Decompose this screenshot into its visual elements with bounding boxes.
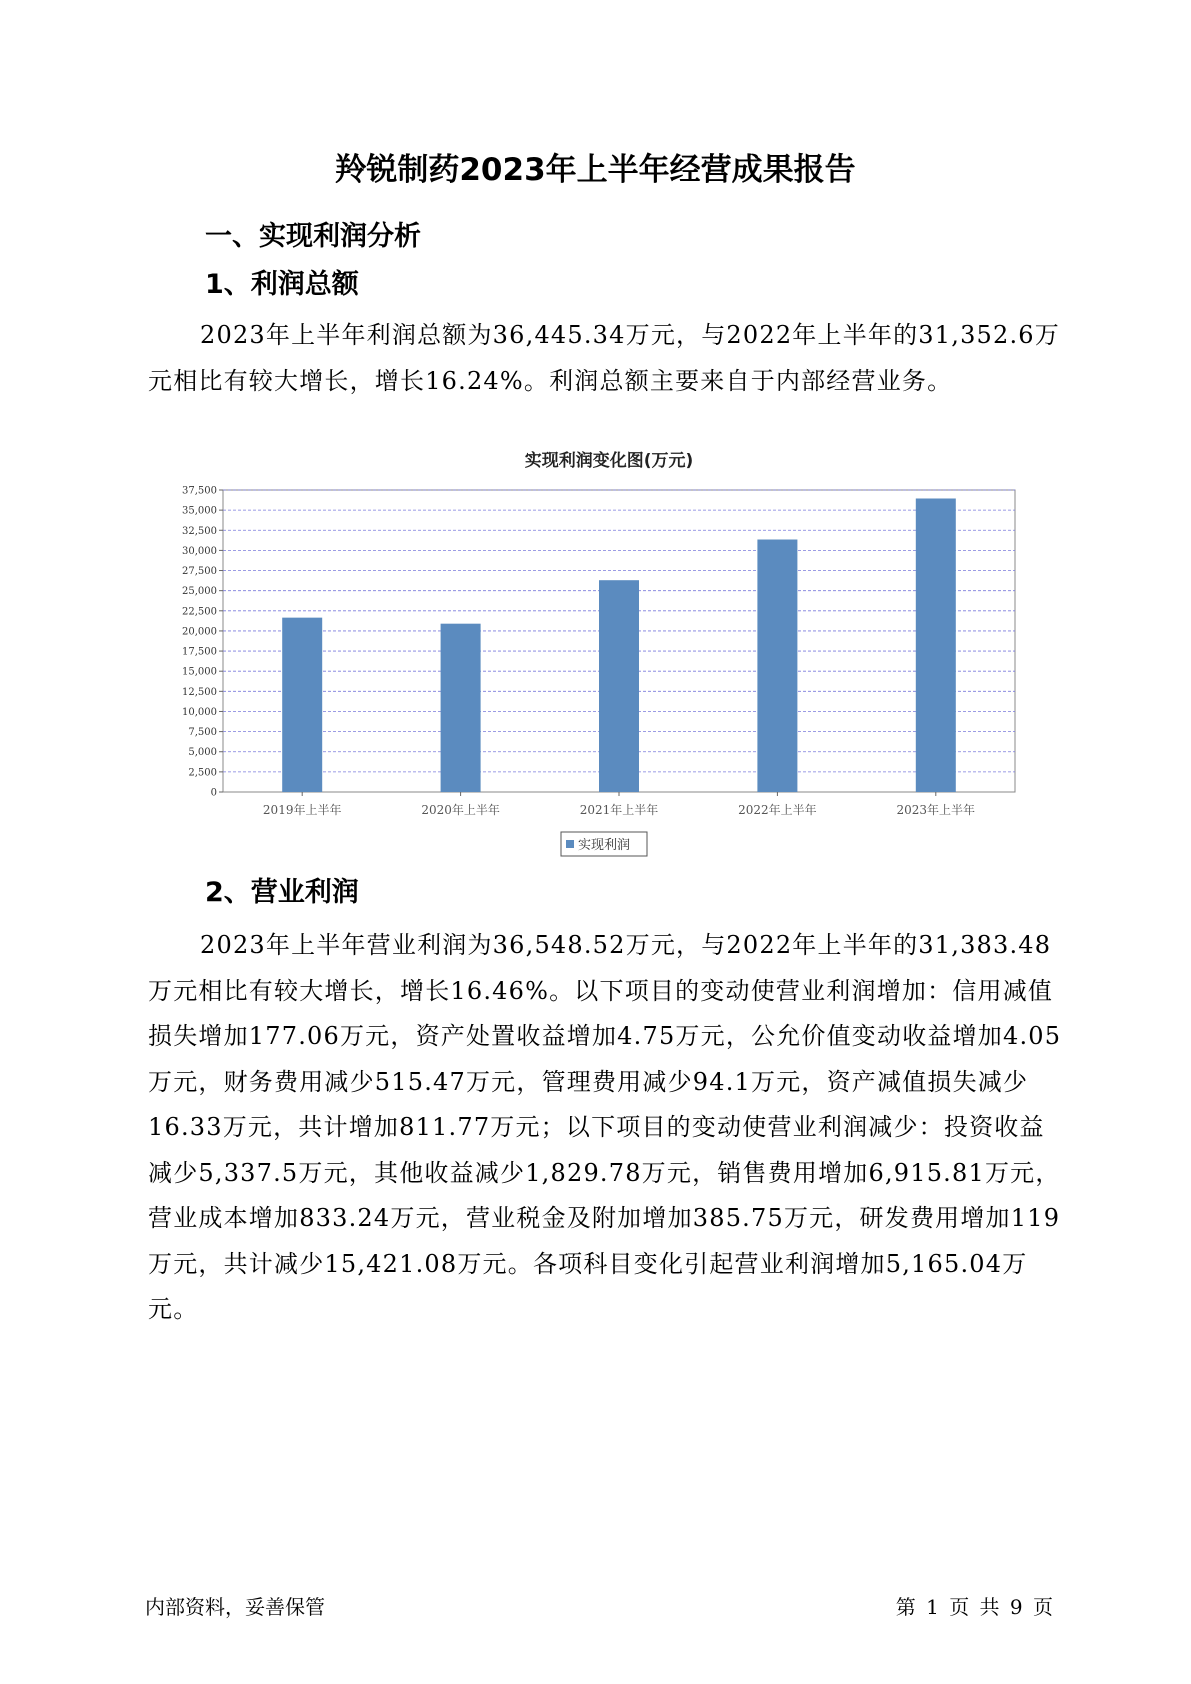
- profit-chart-svg: [150, 448, 1030, 908]
- bar-3: [599, 580, 639, 792]
- x-tick-label: 2023年上半年: [896, 803, 976, 817]
- y-tick-label: 22,500: [182, 606, 217, 618]
- bar-1: [282, 618, 322, 792]
- x-tick-label: 2019年上半年: [262, 803, 342, 817]
- y-tick-label: 37,500: [182, 485, 217, 497]
- profit-chart: [150, 448, 1030, 908]
- y-tick-label: 17,500: [182, 646, 217, 658]
- bar-4: [757, 540, 797, 792]
- y-tick-label: 7,500: [188, 727, 217, 739]
- x-tick-label: 2021年上半年: [579, 803, 659, 817]
- y-tick-label: 15,000: [182, 666, 217, 678]
- footer-confidential-note: 内部资料，妥善保管: [145, 1595, 325, 1619]
- footer-page-number: 第 1 页 共 9 页: [895, 1595, 1053, 1619]
- y-tick-label: 20,000: [182, 626, 217, 638]
- bar-2: [441, 624, 481, 792]
- legend-label: 实现利润: [578, 838, 631, 853]
- y-tick-label: 25,000: [182, 586, 217, 598]
- legend-swatch: [566, 840, 574, 848]
- y-tick-label: 5,000: [188, 747, 217, 759]
- paragraph-operating-profit: 2023年上半年营业利润为36,548.52万元，与2022年上半年的31,383.48万元相比有较大增长，增长16.46%。以下项目的变动使营业利润增加：信用减值损失增加177.06万元，资产处置收益增加4.75万元，公允价值变动收益增加4.05万元，财务费用减少515.47万元，管理费用减少94.1万元，资产减值损失减少16.33万元，共计增加811.77万元；以下项目的变动使营业利润减少：投资收益减少5,337.5万元，其他收益减少1,829.78万元，销售费用增加6,915.81万元，营业成本增加833.24万元，营业税金及附加增加385.75万元，研发费用增加119万元，共计减少15,421.08万元。各项科目变化引起营业利润增加5,165.04万元。: [148, 931, 1062, 1323]
- chart-title: 实现利润变化图(万元): [524, 451, 694, 471]
- x-tick-label: 2020年上半年: [421, 803, 500, 817]
- paragraph-total-profit: 2023年上半年利润总额为36,445.34万元，与2022年上半年的31,352.6万元相比有较大增长，增长16.24%。利润总额主要来自于内部经营业务。: [148, 321, 1060, 395]
- y-tick-label: 30,000: [182, 545, 217, 557]
- y-tick-label: 12,500: [182, 686, 217, 698]
- y-tick-label: 35,000: [182, 505, 217, 517]
- y-tick-label: 10,000: [182, 706, 217, 718]
- x-tick-label: 2022年上半年: [738, 803, 817, 817]
- bar-5: [916, 498, 956, 792]
- y-tick-label: 32,500: [182, 525, 217, 537]
- y-tick-label: 2,500: [188, 767, 217, 779]
- page-title: 羚锐制药2023年上半年经营成果报告: [335, 152, 856, 188]
- subheading-operating-profit: 2、营业利润: [205, 877, 359, 908]
- y-tick-label: 27,500: [182, 566, 217, 578]
- section-heading-profit-analysis: 一、实现利润分析: [205, 221, 421, 252]
- y-tick-label: 0: [210, 787, 217, 799]
- subheading-total-profit: 1、利润总额: [205, 269, 359, 300]
